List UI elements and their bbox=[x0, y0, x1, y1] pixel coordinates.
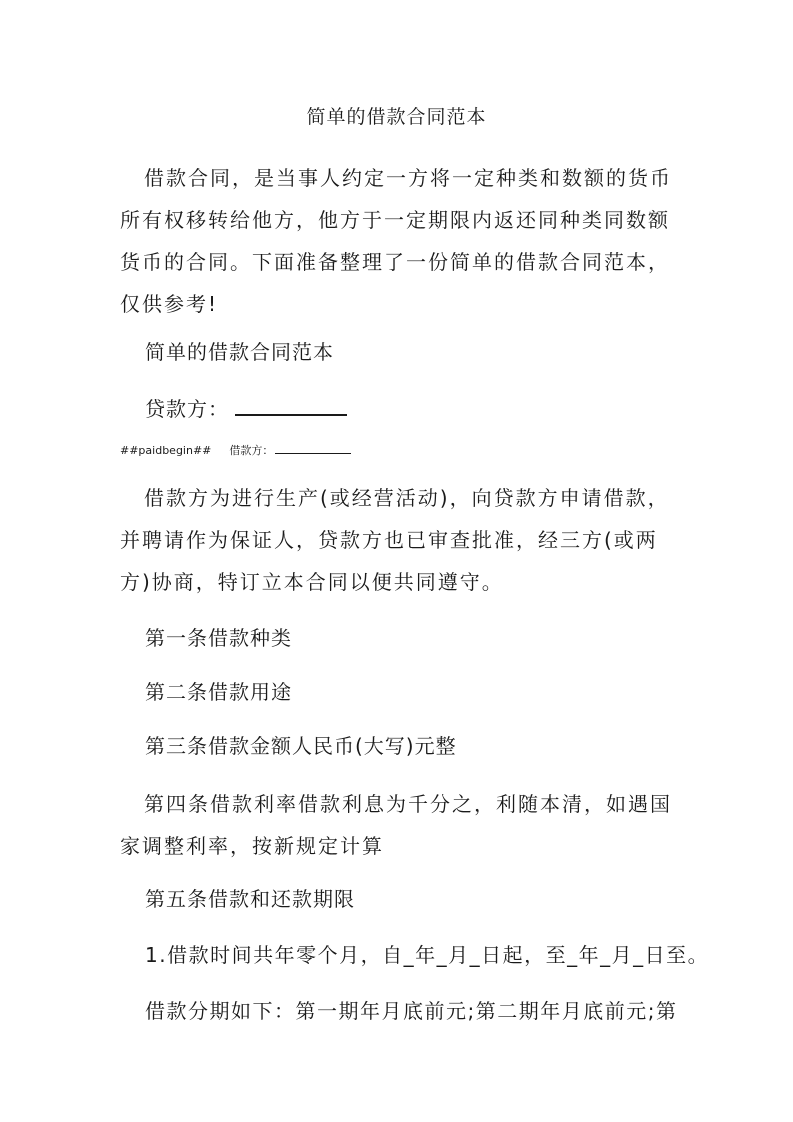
clause-5-1: 1.借款时间共年零个月，自_年_月_日起，至_年_月_日至。 bbox=[145, 943, 710, 967]
preamble-paragraph: 借款方为进行生产(或经营活动)，向贷款方申请借款，并聘请作为保证人，贷款方也已审查批准，经三方(或两方)协商，特订立本合同以便共同遵守。 bbox=[120, 486, 670, 594]
lender-label: 贷款方： bbox=[145, 397, 229, 421]
paid-marker: ##paidbegin## bbox=[120, 444, 212, 457]
contract-subtitle: 简单的借款合同范本 bbox=[145, 340, 334, 364]
borrower-line bbox=[120, 443, 351, 459]
document-title: 简单的借款合同范本 bbox=[306, 106, 487, 128]
article-1: 第一条借款种类 bbox=[145, 626, 292, 650]
article-5: 第五条借款和还款期限 bbox=[145, 887, 355, 911]
installments-line: 借款分期如下：第一期年月底前元;第二期年月底前元;第 bbox=[145, 999, 678, 1023]
article-4: 第四条借款利率借款利息为千分之，利随本清，如遇国家调整利率，按新规定计算 bbox=[120, 792, 672, 858]
borrower-label: 借款方： bbox=[229, 444, 274, 457]
lender-line bbox=[145, 394, 347, 424]
intro-paragraph: 借款合同，是当事人约定一方将一定种类和数额的货币所有权移转给他方，他方于一定期限内返还同种类同数额货币的合同。下面准备整理了一份简单的借款合同范本，仅供参考! bbox=[120, 166, 672, 316]
article-2: 第二条借款用途 bbox=[145, 680, 292, 704]
lender-blank bbox=[235, 396, 347, 416]
article-3: 第三条借款金额人民币(大写)元整 bbox=[145, 734, 457, 758]
borrower-blank bbox=[275, 443, 351, 454]
